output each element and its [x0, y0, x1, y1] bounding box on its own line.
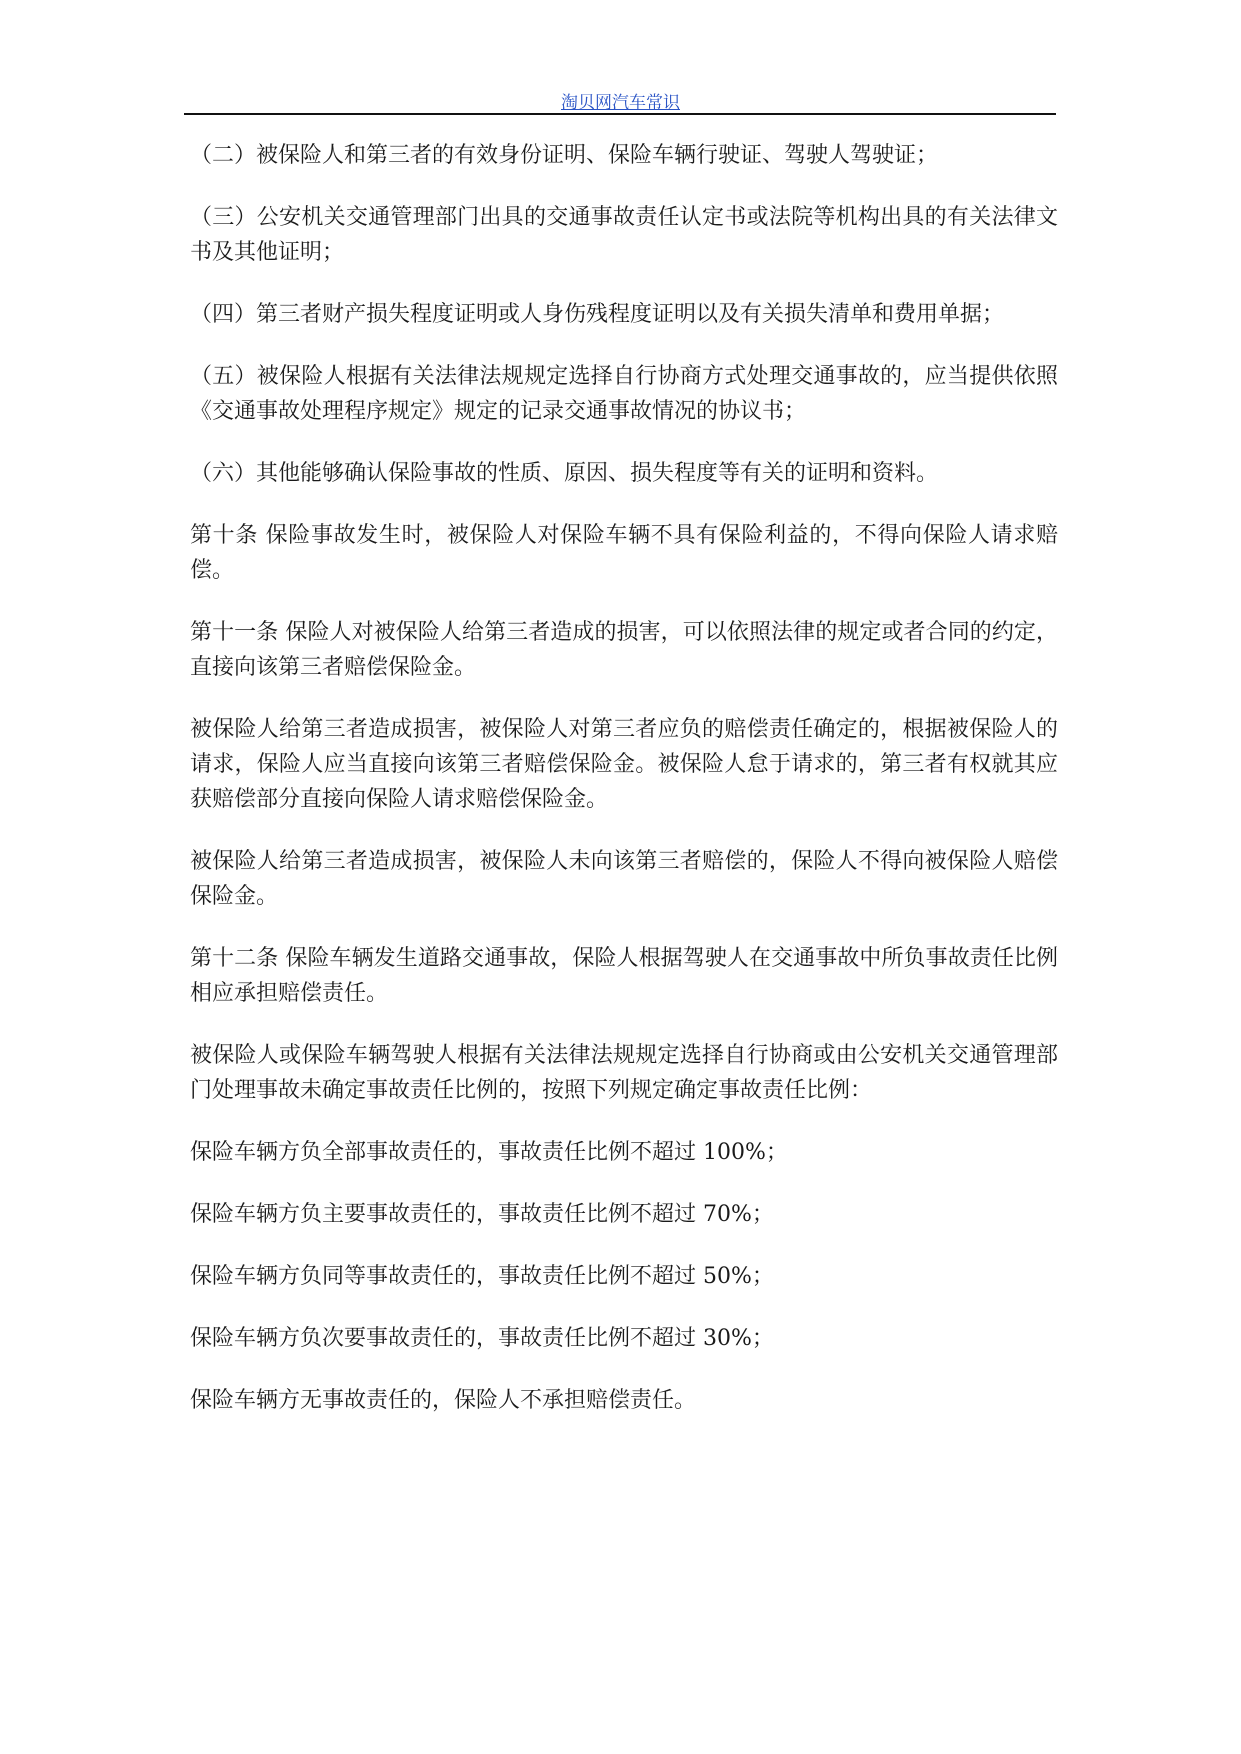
paragraph-item-4: （四）第三者财产损失程度证明或人身伤残程度证明以及有关损失清单和费用单据；: [190, 302, 1005, 327]
liability-major: 保险车辆方负主要事故责任的，事故责任比例不超过 70%；: [190, 1202, 774, 1227]
liability-none: 保险车辆方无事故责任的，保险人不承担赔偿责任。: [190, 1388, 697, 1413]
paragraph-item-3: （三）公安机关交通管理部门出具的交通事故责任认定书或法院等机构出具的有关法律文书及其他证明；: [190, 205, 1058, 265]
liability-minor: 保险车辆方负次要事故责任的，事故责任比例不超过 30%；: [190, 1326, 774, 1351]
article-10: 第十条 保险事故发生时，被保险人对保险车辆不具有保险利益的，不得向保险人请求赔偿。: [190, 523, 1058, 583]
liability-full: 保险车辆方负全部事故责任的，事故责任比例不超过 100%；: [190, 1140, 788, 1165]
liability-equal: 保险车辆方负同等事故责任的，事故责任比例不超过 50%；: [190, 1264, 774, 1289]
paragraph-item-2: （二）被保险人和第三者的有效身份证明、保险车辆行驶证、驾驶人驾驶证；: [190, 143, 939, 168]
article-11: 第十一条 保险人对被保险人给第三者造成的损害，可以依照法律的规定或者合同的约定，直接向该第三者赔偿保险金。: [190, 620, 1058, 680]
header-divider: [184, 113, 1056, 115]
article-12: 第十二条 保险车辆发生道路交通事故，保险人根据驾驶人在交通事故中所负事故责任比例相应承担赔偿责任。: [190, 946, 1058, 1006]
article-11-para-2: 被保险人给第三者造成损害，被保险人对第三者应负的赔偿责任确定的，根据被保险人的请求，保险人应当直接向该第三者赔偿保险金。被保险人怠于请求的，第三者有权就其应获赔偿部分直接向保险人请求赔偿保险金。: [190, 717, 1058, 812]
paragraph-item-6: （六）其他能够确认保险事故的性质、原因、损失程度等有关的证明和资料。: [190, 461, 939, 486]
paragraph-item-5: （五）被保险人根据有关法律法规规定选择自行协商方式处理交通事故的，应当提供依照《交通事故处理程序规定》规定的记录交通事故情况的协议书；: [190, 364, 1058, 424]
article-12-para-2: 被保险人或保险车辆驾驶人根据有关法律法规规定选择自行协商或由公安机关交通管理部门处理事故未确定事故责任比例的，按照下列规定确定事故责任比例：: [190, 1043, 1058, 1103]
header-link[interactable]: 淘贝网汽车常识: [561, 93, 680, 113]
article-11-para-3: 被保险人给第三者造成损害，被保险人未向该第三者赔偿的，保险人不得向被保险人赔偿保险金。: [190, 849, 1058, 909]
document-body: [190, 138, 1058, 1445]
